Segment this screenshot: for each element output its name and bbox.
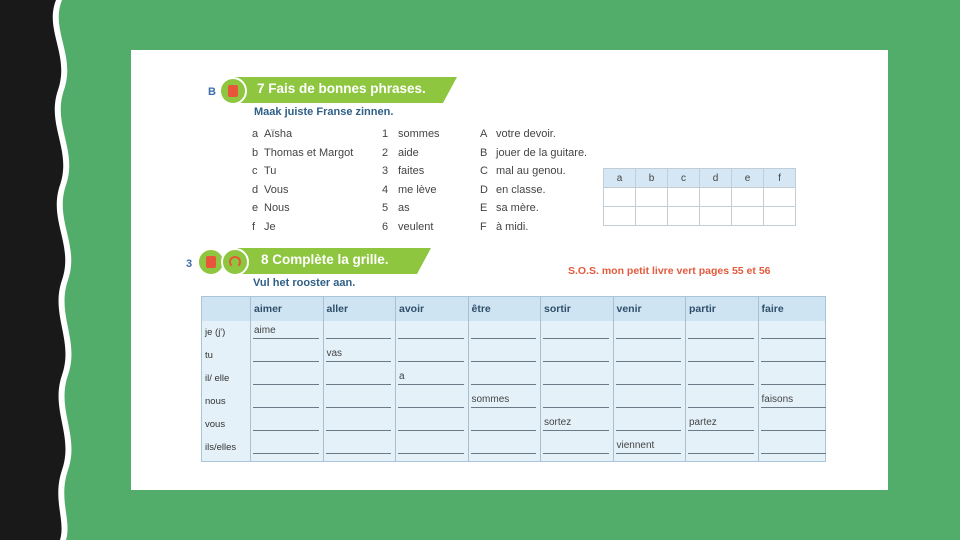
answer-header: a bbox=[604, 169, 636, 188]
complements-list bbox=[480, 125, 587, 236]
book-icon bbox=[219, 77, 247, 105]
verbs-list bbox=[382, 125, 440, 236]
listen-icon bbox=[221, 248, 249, 276]
answer-cell[interactable] bbox=[636, 188, 668, 207]
answer-header: b bbox=[636, 169, 668, 188]
grid-column bbox=[758, 297, 831, 461]
answer-cell[interactable] bbox=[764, 207, 796, 226]
grid-column-header: faire bbox=[761, 303, 784, 315]
list-item: A votre devoir. bbox=[480, 128, 556, 140]
list-item: 3 faites bbox=[382, 165, 425, 177]
answer-cell[interactable] bbox=[764, 188, 796, 207]
grid-column-header: aller bbox=[326, 303, 349, 315]
grid-answer-line[interactable] bbox=[616, 384, 682, 385]
grid-answer-line[interactable] bbox=[253, 384, 319, 385]
list-item: F à midi. bbox=[480, 220, 529, 233]
grid-answer-line[interactable] bbox=[326, 384, 392, 385]
grid-answer-line[interactable] bbox=[253, 361, 319, 362]
list-item: 2 aide bbox=[382, 146, 419, 159]
grid-answer-line[interactable] bbox=[543, 384, 609, 385]
grid-answer-line[interactable] bbox=[616, 453, 682, 454]
grid-answer-line[interactable] bbox=[761, 361, 827, 362]
grid-answer-line[interactable] bbox=[326, 407, 392, 408]
answer-header: f bbox=[764, 169, 796, 188]
list-item: 5 as bbox=[382, 202, 410, 214]
list-item: B jouer de la guitare. bbox=[480, 146, 588, 159]
list-item: a Aïsha bbox=[252, 128, 293, 140]
answer-cell[interactable] bbox=[604, 207, 636, 226]
subjects-list bbox=[252, 125, 353, 236]
answer-table bbox=[603, 168, 796, 226]
grid-answer-line[interactable] bbox=[543, 453, 609, 454]
grid-column bbox=[685, 297, 758, 461]
sos-reference: S.O.S. mon petit livre vert pages 55 et 56 bbox=[568, 265, 771, 277]
list-item: d Vous bbox=[252, 183, 289, 196]
exercise-8-subtitle: Vul het rooster aan. bbox=[253, 277, 356, 289]
list-item: c Tu bbox=[252, 165, 277, 177]
grid-answer-line[interactable] bbox=[398, 361, 464, 362]
grid-pronoun: nous bbox=[205, 396, 226, 407]
grid-answer-line[interactable] bbox=[253, 453, 319, 454]
grid-answer-line[interactable] bbox=[688, 384, 754, 385]
decorative-wavy-border bbox=[0, 0, 90, 540]
exercise-7-subtitle: Maak juiste Franse zinnen. bbox=[254, 106, 394, 118]
exercise-8-label: 3 bbox=[186, 258, 193, 270]
exercise-7-label: B bbox=[208, 86, 216, 98]
grid-pronoun: je (j') bbox=[205, 327, 226, 338]
answer-cell[interactable] bbox=[700, 207, 732, 226]
grid-answer-line[interactable] bbox=[761, 407, 827, 408]
grid-column-header: être bbox=[471, 303, 491, 315]
answer-cell[interactable] bbox=[668, 188, 700, 207]
list-item: C mal au genou. bbox=[480, 165, 566, 177]
grid-answer-line[interactable] bbox=[543, 407, 609, 408]
grid-answer-line[interactable] bbox=[543, 338, 609, 339]
grid-pronoun: vous bbox=[205, 419, 226, 430]
answer-header: e bbox=[732, 169, 764, 188]
grid-answer-line[interactable] bbox=[616, 407, 682, 408]
exercise-7-banner bbox=[221, 77, 461, 103]
grid-answer-line[interactable] bbox=[253, 407, 319, 408]
grid-pronoun: tu bbox=[205, 350, 213, 361]
answer-cell[interactable] bbox=[604, 188, 636, 207]
grid-column bbox=[540, 297, 613, 461]
grid-column bbox=[250, 297, 323, 461]
grid-column bbox=[395, 297, 468, 461]
grid-answer-line[interactable] bbox=[398, 453, 464, 454]
grid-answer-line[interactable] bbox=[688, 453, 754, 454]
answer-cell[interactable] bbox=[732, 188, 764, 207]
grid-answer-line[interactable] bbox=[471, 430, 537, 431]
exercise-7-title: 7 Fais de bonnes phrases. bbox=[257, 81, 426, 96]
grid-answer-line[interactable] bbox=[471, 407, 537, 408]
answer-header: d bbox=[700, 169, 732, 188]
conjugation-grid bbox=[201, 296, 826, 462]
grid-filled-value: aime bbox=[254, 325, 276, 336]
grid-answer-line[interactable] bbox=[398, 407, 464, 408]
list-item: 1 sommes bbox=[382, 128, 440, 140]
grid-filled-value: sommes bbox=[471, 394, 510, 405]
grid-column-header: avoir bbox=[399, 303, 425, 315]
exercise-8-title: 8 Complète la grille. bbox=[261, 252, 389, 267]
grid-answer-line[interactable] bbox=[471, 361, 537, 362]
grid-filled-value: a bbox=[399, 371, 405, 382]
grid-filled-value: faisons bbox=[761, 394, 794, 405]
grid-answer-line[interactable] bbox=[616, 338, 682, 339]
grid-answer-line[interactable] bbox=[253, 338, 319, 339]
grid-pronoun: il/ elle bbox=[205, 373, 230, 384]
list-item: D en classe. bbox=[480, 183, 546, 196]
grid-answer-line[interactable] bbox=[688, 407, 754, 408]
grid-answer-line[interactable] bbox=[688, 338, 754, 339]
list-item: e Nous bbox=[252, 202, 290, 214]
exercise-8-banner bbox=[225, 248, 435, 274]
grid-answer-line[interactable] bbox=[398, 338, 464, 339]
grid-answer-line[interactable] bbox=[398, 430, 464, 431]
grid-column bbox=[468, 297, 541, 461]
grid-answer-line[interactable] bbox=[398, 384, 464, 385]
grid-answer-line[interactable] bbox=[543, 430, 609, 431]
grid-answer-line[interactable] bbox=[688, 430, 754, 431]
grid-column-header: sortir bbox=[544, 303, 571, 315]
grid-answer-line[interactable] bbox=[761, 338, 827, 339]
list-item: E sa mère. bbox=[480, 202, 539, 214]
answer-header: c bbox=[668, 169, 700, 188]
grid-answer-line[interactable] bbox=[326, 430, 392, 431]
list-item: b Thomas et Margot bbox=[252, 146, 354, 159]
grid-answer-line[interactable] bbox=[471, 453, 537, 454]
grid-answer-line[interactable] bbox=[471, 338, 537, 339]
list-item: 4 me lève bbox=[382, 183, 437, 196]
grid-column bbox=[613, 297, 686, 461]
grid-answer-line[interactable] bbox=[326, 338, 392, 339]
grid-answer-line[interactable] bbox=[688, 361, 754, 362]
grid-column-header: aimer bbox=[254, 303, 283, 315]
grid-filled-value: viennent bbox=[616, 440, 655, 451]
grid-answer-line[interactable] bbox=[616, 430, 682, 431]
grid-filled-value: sortez bbox=[544, 417, 572, 428]
grid-answer-line[interactable] bbox=[616, 361, 682, 362]
grid-column-header: partir bbox=[689, 303, 716, 315]
answer-cell[interactable] bbox=[636, 207, 668, 226]
grid-answer-line[interactable] bbox=[471, 384, 537, 385]
grid-column bbox=[323, 297, 396, 461]
worksheet bbox=[131, 50, 888, 490]
grid-answer-line[interactable] bbox=[253, 430, 319, 431]
answer-cell[interactable] bbox=[700, 188, 732, 207]
list-item: 6 veulent bbox=[382, 220, 434, 233]
answer-cell[interactable] bbox=[732, 207, 764, 226]
grid-answer-line[interactable] bbox=[326, 453, 392, 454]
grid-answer-line[interactable] bbox=[326, 361, 392, 362]
grid-filled-value: partez bbox=[689, 417, 717, 428]
grid-answer-line[interactable] bbox=[761, 430, 827, 431]
grid-answer-line[interactable] bbox=[543, 361, 609, 362]
grid-column-header: venir bbox=[616, 303, 642, 315]
grid-answer-line[interactable] bbox=[761, 384, 827, 385]
grid-pronoun: ils/elles bbox=[205, 442, 237, 453]
list-item: f Je bbox=[252, 220, 276, 233]
answer-cell[interactable] bbox=[668, 207, 700, 226]
grid-answer-line[interactable] bbox=[761, 453, 827, 454]
grid-filled-value: vas bbox=[326, 348, 343, 359]
